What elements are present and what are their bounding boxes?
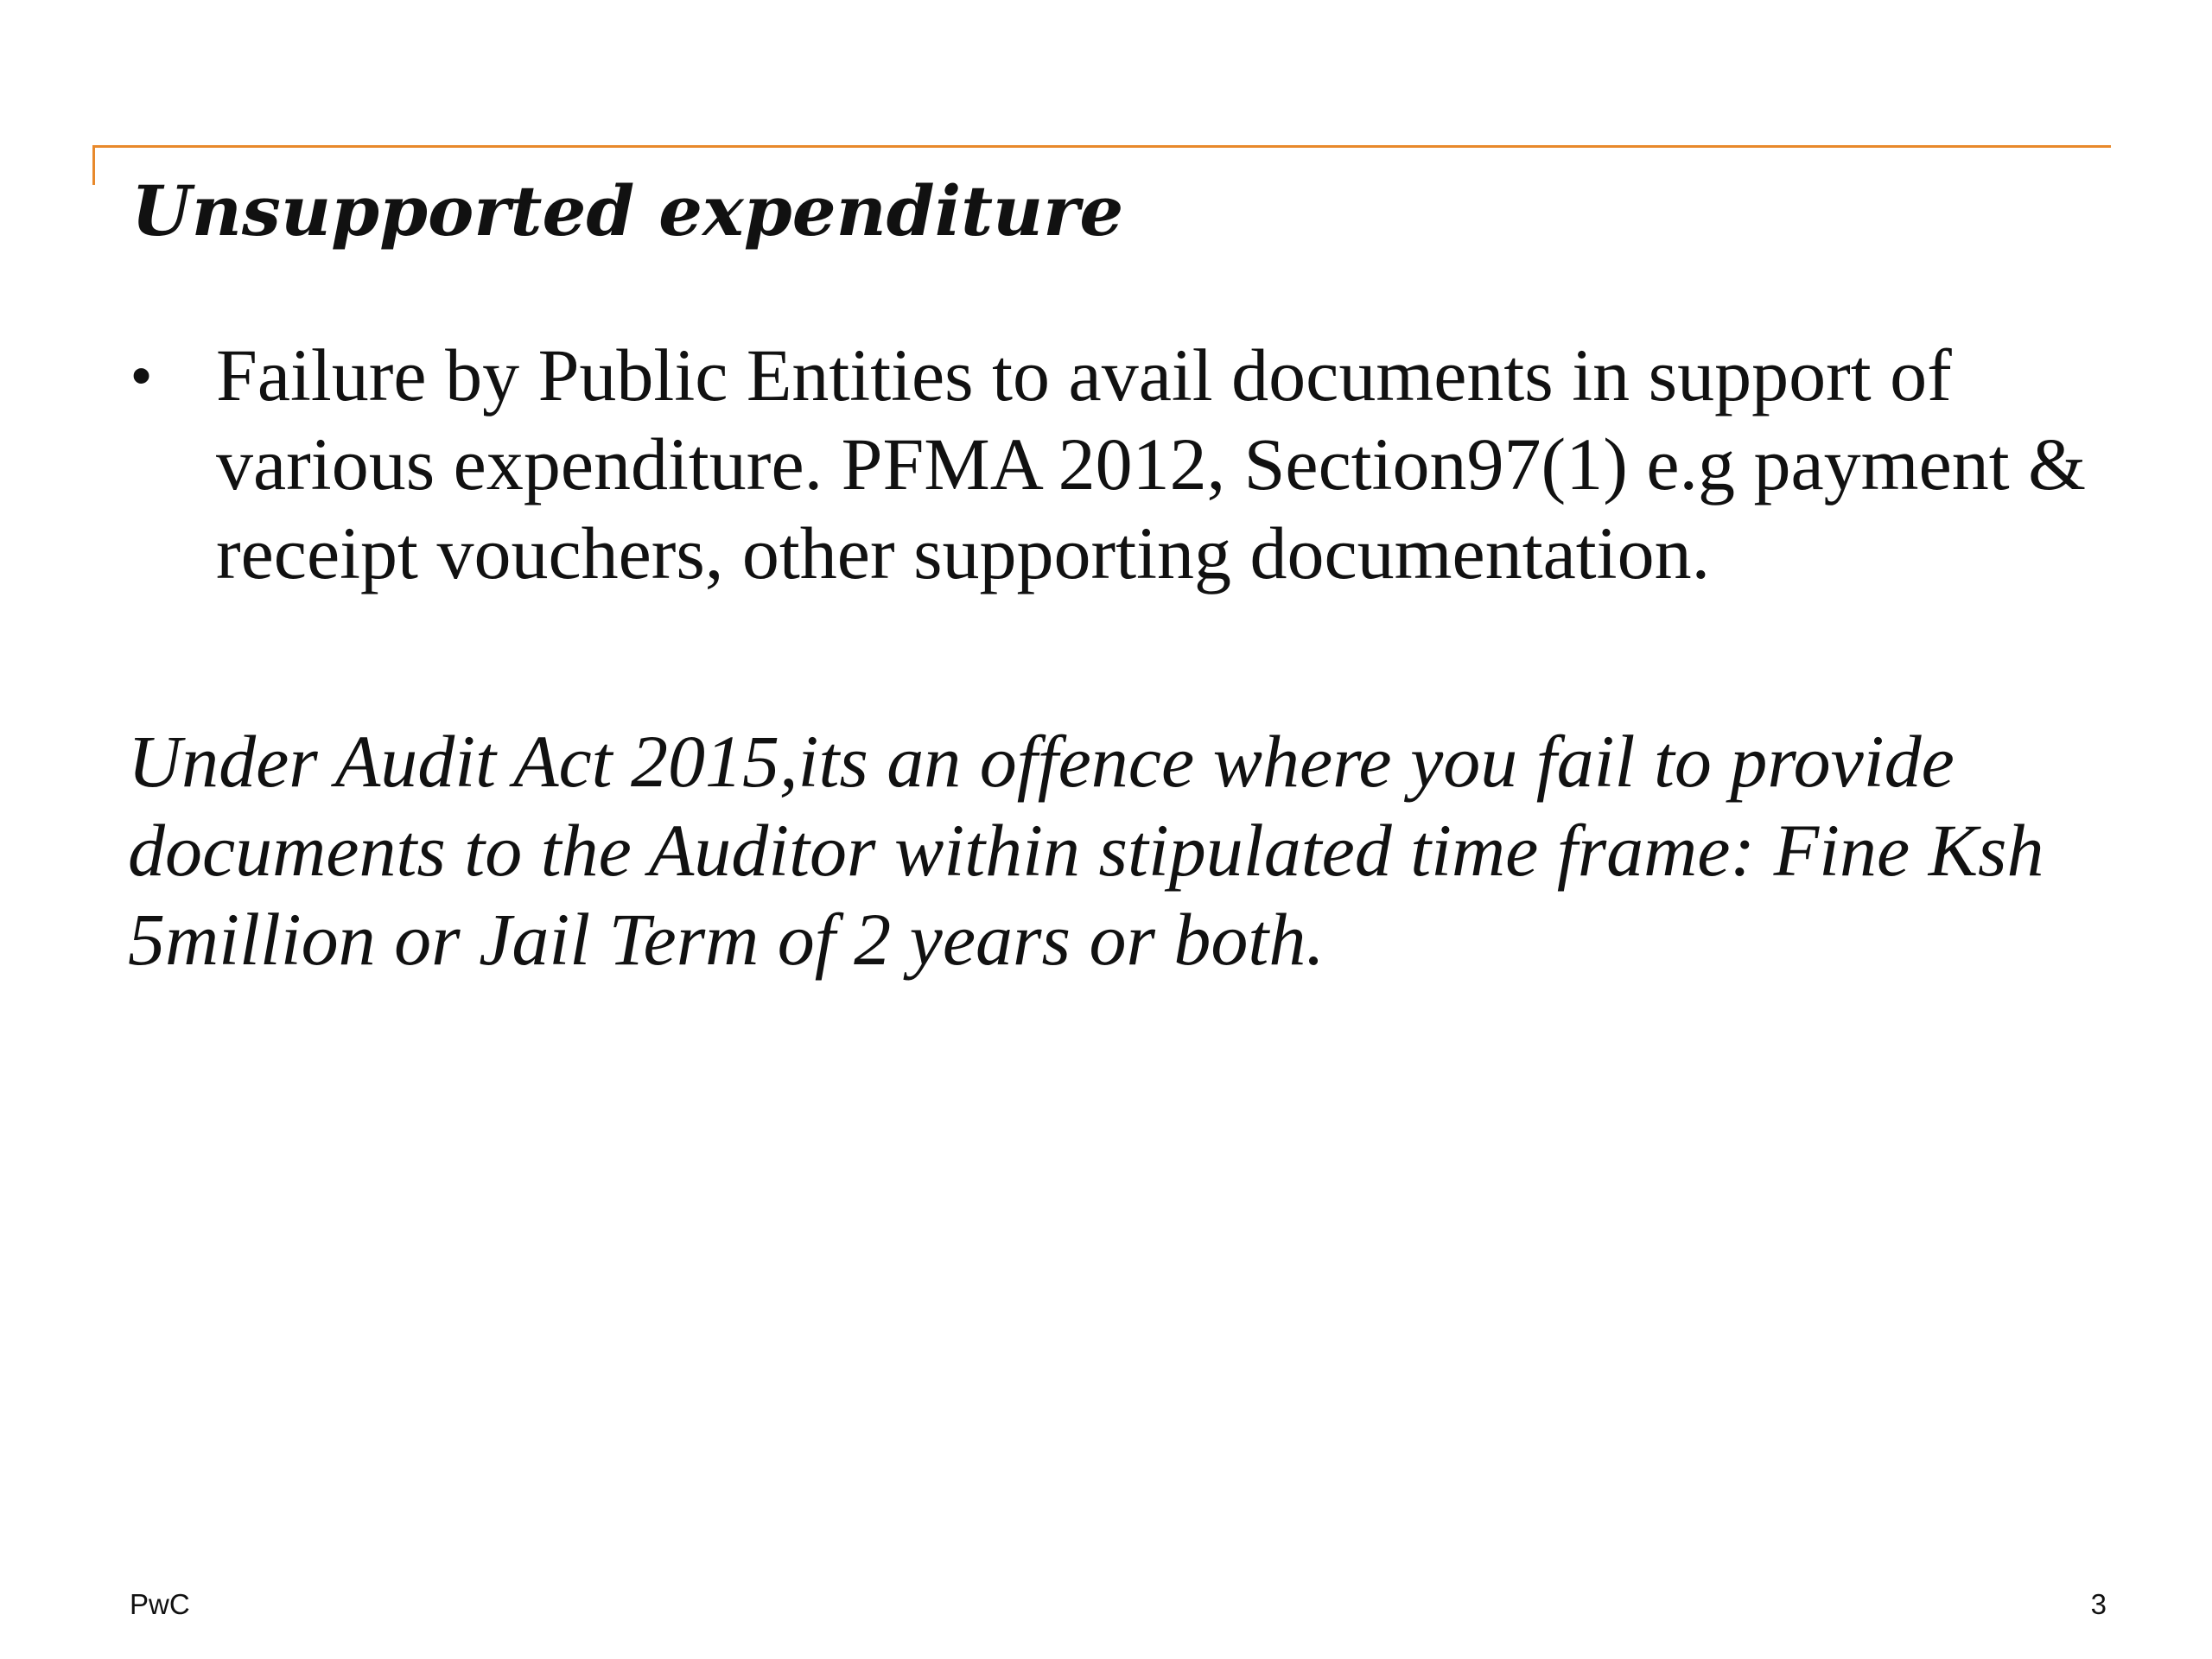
bullet-text: Failure by Public Entities to avail documents in support of various expenditure. PFMA 2012, Section97(1) e.g payment & receipt vouchers, other supporting documentation.	[216, 334, 2087, 594]
slide-title: Unsupported expenditure	[131, 170, 1124, 251]
bullet-item	[131, 331, 2093, 598]
page-number: 3	[2090, 1588, 2107, 1620]
title-frame-left-tick	[92, 145, 95, 185]
footer-brand: PwC	[130, 1588, 190, 1620]
bullet-icon: •	[131, 343, 152, 407]
bullet-list	[131, 331, 2093, 598]
title-frame-top-line	[92, 145, 2111, 148]
audit-act-note: Under Audit Act 2015,its an offence where you fail to provide documents to the Auditor within stipulated time frame: Fine Ksh 5million or Jail Term of 2 years or both.	[128, 720, 2044, 981]
